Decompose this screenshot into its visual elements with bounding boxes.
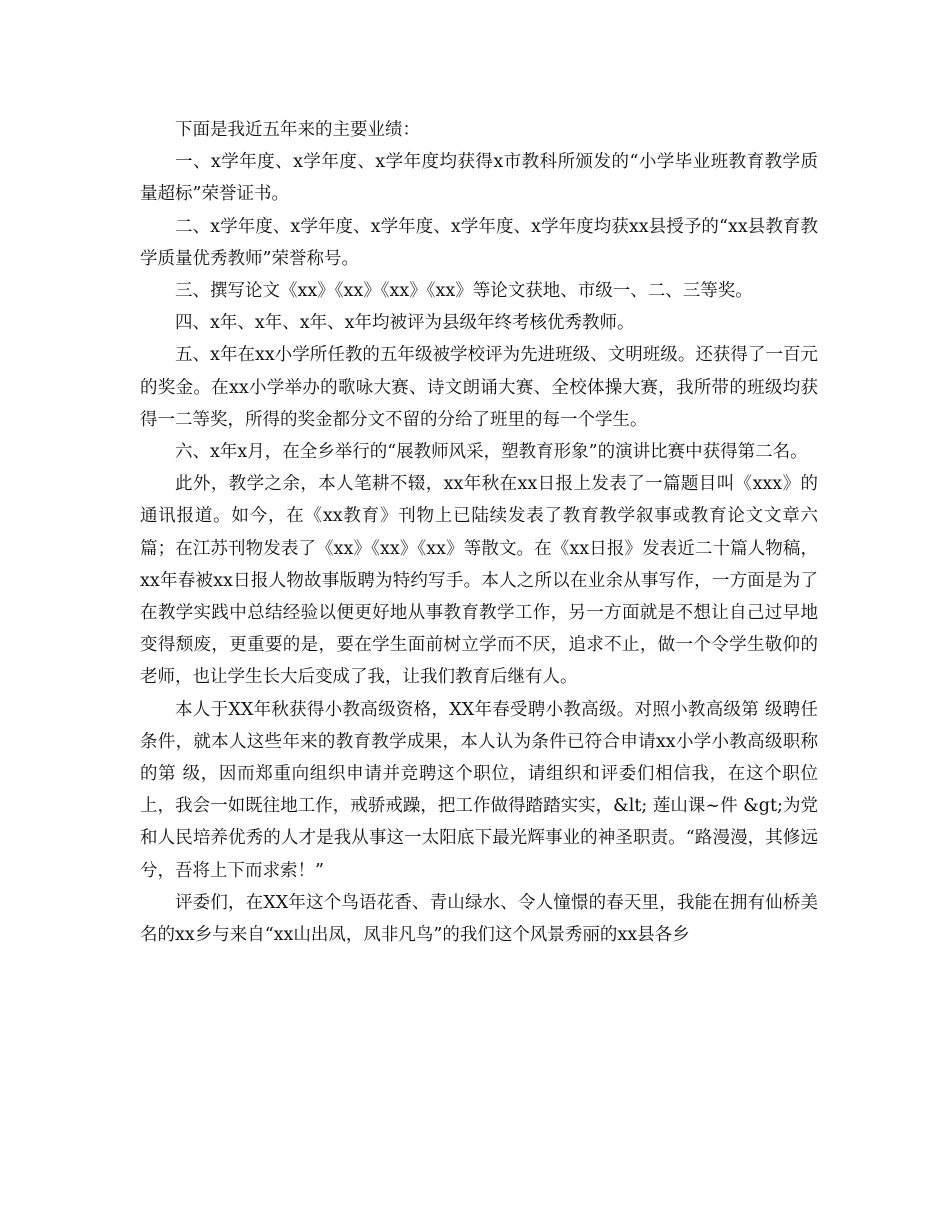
paragraph-achievement-3: 三、撰写论文《xx》《xx》《xx》《xx》等论文获地、市级一、二、三等奖。 xyxy=(175,281,753,302)
paragraph-achievement-2: 二、x学年度、x学年度、x学年度、x学年度、x学年度均获xx县授予的“xx县教育教学质量优秀教师”荣誉称号。 xyxy=(140,216,818,269)
paragraph-achievement-5: 五、x年在xx小学所任教的五年级被学校评为先进班级、文明班级。还获得了一百元的奖金。在xx小学举办的歌咏大赛、诗文朗诵大赛、全校体操大赛，我所带的班级均获得一二等奖，所得的奖金都分文不留的分给了班里的每一个学生。 xyxy=(140,345,818,430)
paragraph-intro: 下面是我近五年来的主要业绩： xyxy=(175,120,420,140)
paragraph-closing: 评委们，在XX年这个鸟语花香、青山绿水、令人憧憬的春天里，我能在拥有仙桥美名的xx乡与来自“xx山出凤，凤非凡鸟”的我们这个风景秀丽的xx县各乡 xyxy=(140,892,818,946)
paragraph-achievement-4: 四、x年、x年、x年、x年均被评为县级年终考核优秀教师。 xyxy=(175,313,635,334)
paragraph-achievement-1: 一、x学年度、x学年度、x学年度均获得x市教科所颁发的“小学毕业班教育教学质量超标”荣誉证书。 xyxy=(140,152,818,205)
paragraph-writing: 此外，教学之余，本人笔耕不辍，xx年秋在xx日报上发表了一篇题目叫《xxx》的通讯报道。如今，在《xx教育》刊物上已陆续发表了教育教学叙事或教育论文文章六篇；在江苏刊物发表了《xx》《xx》《xx》等散文。在《xx日报》发表近二十篇人物稿，xx年春被xx日报人物故事版聘为特约写手。本人之所以在业余从事写作，一方面是为了在教学实践中总结经验以便更好地从事教育教学工作，另一方面就是不想让自己过早地变得颓废，更重要的是，要在学生面前树立学而不厌，追求不止，做一个令学生敬仰的老师，也让学生长大后变成了我，让我们教育后继有人。 xyxy=(140,474,818,688)
paragraph-achievement-6: 六、x年x月，在全乡举行的“展教师风采，塑教育形象”的演讲比赛中获得第二名。 xyxy=(175,442,808,463)
paragraph-application: 本人于XX年秋获得小教高级资格，XX年春受聘小教高级。对照小教高级第 级聘任条件，就本人这些年来的教育教学成果，本人认为条件已符合申请xx小学小教高级职称的第 级，因而郑重向组织申请并竞聘这个职位，请组织和评委们相信我，在这个职位上，我会一如既往地工作，戒骄戒躁，把工作做得踏踏实实，&lt; 莲山课~件 &gt;为党和人民培养优秀的人才是我从事这一太阳底下最光辉事业的神圣职责。“路漫漫，其修远兮，吾将上下而求索！” xyxy=(140,699,818,881)
document-body xyxy=(140,114,818,951)
